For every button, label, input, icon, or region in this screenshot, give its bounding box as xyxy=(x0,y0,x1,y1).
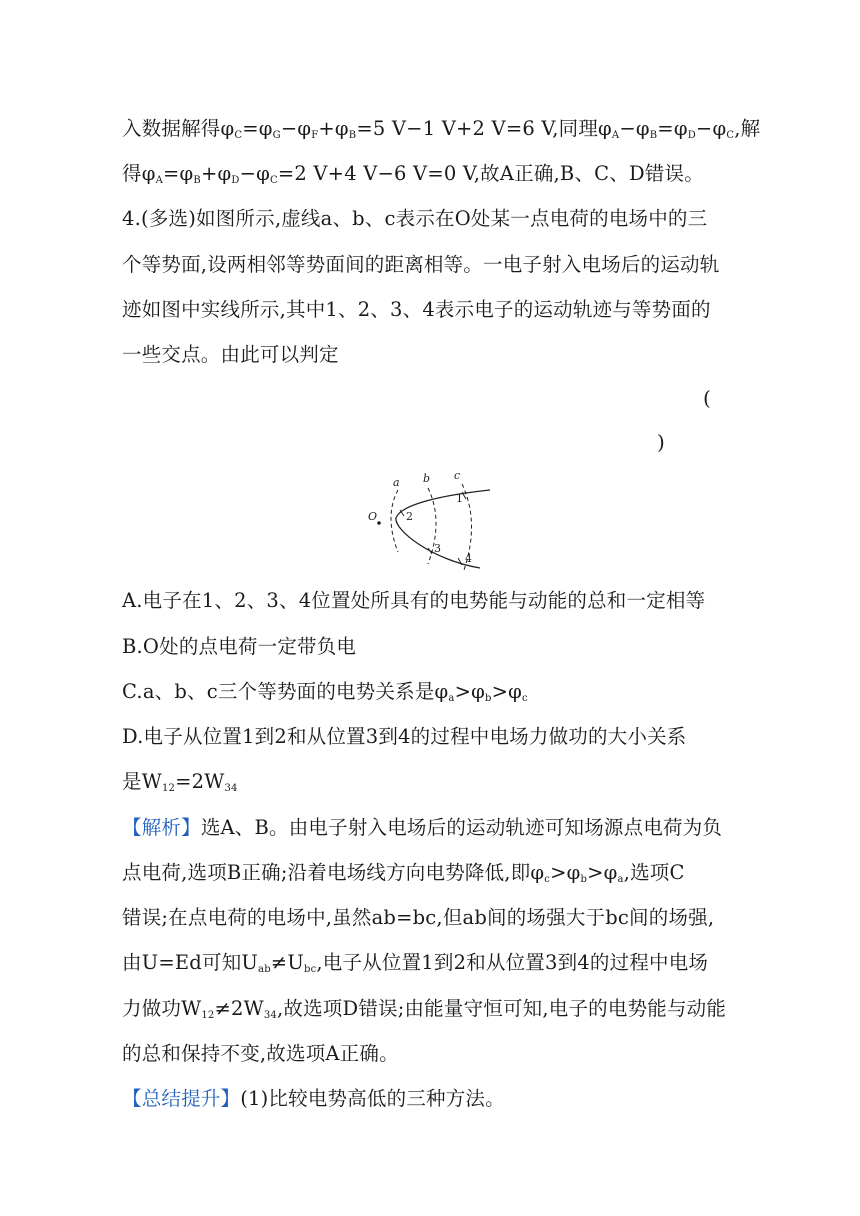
label-b: b xyxy=(423,472,431,485)
text-line-1: 入数据解得$\varphi_C=\varphi_G-\varphi_F+\varphi_B=5$ V−1 V+2 V=6 V,同理$\varphi_A-\varphi_B=\varphi_D-\varphi_C$,解 xyxy=(122,117,761,141)
label-2: 2 xyxy=(406,510,413,523)
point-charge-o xyxy=(377,521,381,525)
electron-trajectory xyxy=(396,490,490,568)
label-o: O xyxy=(368,510,378,523)
label-1: 1 xyxy=(456,492,463,505)
summary-tag: 【总结提升】 xyxy=(122,1087,241,1110)
question-line-3: 迹如图中实线所示,其中1、2、3、4表示电子的运动轨迹与等势面的 xyxy=(122,298,711,321)
analysis-line-3: 错误;在点电荷的电场中,虽然ab=bc,但ab间的场强大于bc间的场强, xyxy=(122,906,715,929)
option-c: C.a、b、c三个等势面的电势关系是$\varphi_a>\varphi_b>\varphi_c$ xyxy=(122,680,528,704)
question-line-2: 个等势面,设两相邻等势面间的距离相等。一电子射入电场后的运动轨 xyxy=(122,253,720,276)
label-a: a xyxy=(393,476,400,489)
text-line-2: 得$\varphi_A=\varphi_B+\varphi_D-\varphi_C=2$ V+4 V−6 V=0 V,故A正确,B、C、D错误。 xyxy=(122,162,704,186)
question-line-1: 4.(多选)如图所示,虚线a、b、c表示在O处某一点电荷的电场中的三 xyxy=(122,207,708,230)
analysis-line-4: 由U=Ed可知$U_{ab}\ne U_{bc}$,电子从位置1到2和从位置3到4的过程中电场 xyxy=(122,951,709,975)
analysis-line-2: 点电荷,选项B正确;沿着电场线方向电势降低,即$\varphi_c>\varphi_b>\varphi_a$,选项C xyxy=(122,861,685,885)
summary-line: 【总结提升】(1)比较电势高低的三种方法。 xyxy=(122,1087,505,1110)
figure-svg xyxy=(362,466,502,576)
answer-paren-close: ) xyxy=(657,430,665,454)
option-d-line-2: 是$W_{12}=2W_{34}$ xyxy=(122,770,238,794)
equipotential-figure xyxy=(362,466,502,576)
question-line-4: 一些交点。由此可以判定 xyxy=(122,343,339,366)
equipotential-a xyxy=(391,490,398,552)
analysis-line-5: 力做功$W_{12}\ne 2W_{34}$,故选项D错误;由能量守恒可知,电子的电势能与动能 xyxy=(122,997,727,1021)
label-3: 3 xyxy=(434,542,441,555)
option-b: B.O处的点电荷一定带负电 xyxy=(122,635,357,658)
label-c: c xyxy=(454,469,461,482)
option-a: A.电子在1、2、3、4位置处所具有的电势能与动能的总和一定相等 xyxy=(122,589,706,612)
answer-paren-open: ( xyxy=(703,386,711,410)
analysis-tag: 【解析】 xyxy=(122,816,201,839)
option-d-line-1: D.电子从位置1到2和从位置3到4的过程中电场力做功的大小关系 xyxy=(122,725,687,748)
analysis-line-6: 的总和保持不变,故选项A正确。 xyxy=(122,1042,399,1065)
analysis-line-1: 【解析】选A、B。由电子射入电场后的运动轨迹可知场源点电荷为负 xyxy=(122,816,723,839)
label-4: 4 xyxy=(465,552,472,565)
